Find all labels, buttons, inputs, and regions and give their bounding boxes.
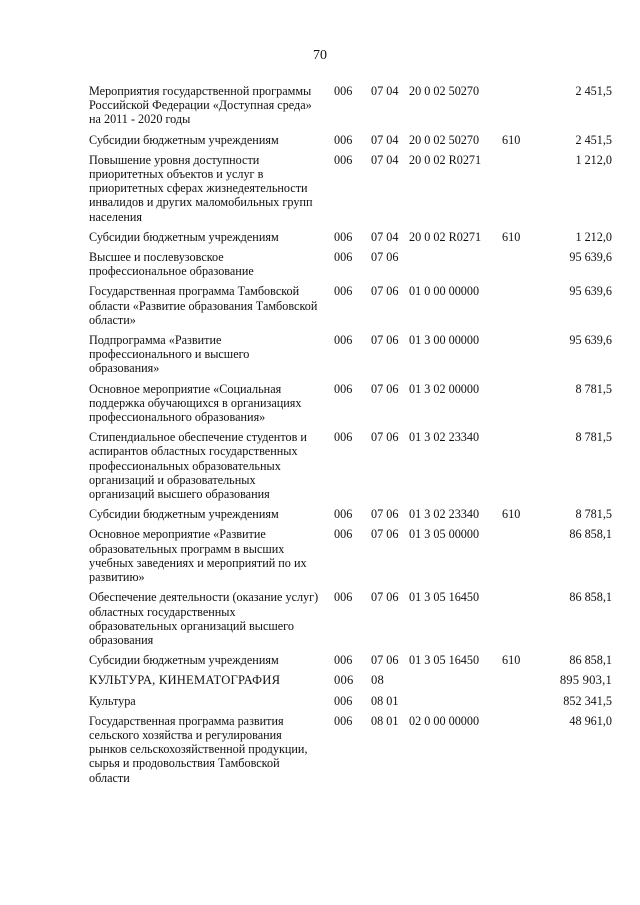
table-row [89,333,612,376]
target-item-code: 20 0 02 R0271 [409,152,482,167]
section-code: 07 04 [371,84,399,98]
section-code: 07 06 [371,333,399,348]
item-name: Субсидии бюджетным учреждениям [89,653,279,668]
table-row [89,714,612,785]
target-item-code: 01 3 00 00000 [409,333,480,348]
section-code: 07 04 [371,132,399,147]
table-row [89,250,612,278]
budget-table [89,84,612,791]
department-code: 006 [334,152,353,167]
table-row [89,673,612,687]
department-code: 006 [334,713,353,728]
section-code: 07 06 [371,527,399,542]
table-row [89,284,612,327]
table-row [89,590,612,647]
target-item-code: 20 0 02 50270 [409,84,480,98]
item-name: Подпрограмма «Развитие профессионального и высшего образования» [89,333,250,376]
table-row [89,230,612,244]
amount: 48 961,0 [569,713,612,728]
item-name: Государственная программа Тамбовской области «Развитие образования Тамбовской области» [89,284,318,327]
target-item-code: 01 3 02 23340 [409,430,480,445]
department-code: 006 [334,527,353,542]
table-row [89,84,612,127]
department-code: 006 [334,590,353,605]
target-item-code: 20 0 02 50270 [409,132,480,147]
amount: 86 858,1 [569,590,612,605]
item-name: Мероприятия государственной программы Российской Федерации «Доступная среда» на 2011 - 2020 годы [89,84,312,127]
section-code: 07 04 [371,229,399,244]
target-item-code: 01 3 05 16450 [409,653,480,668]
page-number: 70 [313,48,327,63]
expense-type-code: 610 [502,132,521,147]
amount: 86 858,1 [569,527,612,542]
item-name: Повышение уровня доступности приоритетных объектов и услуг в приоритетных сферах жизнедеятельности инвалидов и других маломобильных групп населения [89,152,313,224]
section-code: 08 01 [371,713,399,728]
amount: 2 451,5 [575,84,612,98]
expense-type-code: 610 [502,653,521,668]
section-code: 07 06 [371,507,399,522]
expense-type-code: 610 [502,229,521,244]
department-code: 006 [334,507,353,522]
table-row [89,382,612,425]
table-row [89,653,612,667]
item-name: Государственная программа развития сельского хозяйства и регулирования рынков сельскохозяйственной продукции, сырья и продовольствия Тамбовской области [89,713,308,785]
table-row [89,507,612,521]
department-code: 006 [334,132,353,147]
section-code: 08 01 [371,693,399,708]
section-code: 07 04 [371,152,399,167]
section-code: 07 06 [371,430,399,445]
department-code: 006 [334,84,353,98]
amount: 95 639,6 [569,250,612,265]
section-code: 07 06 [371,653,399,668]
amount: 8 781,5 [575,430,612,445]
item-name: Основное мероприятие «Социальная поддержка обучающихся в организациях профессионального образования» [89,381,302,425]
target-item-code: 01 3 02 00000 [409,381,480,396]
target-item-code: 02 0 00 00000 [409,713,480,728]
item-name: Культура [89,693,136,708]
target-item-code: 01 3 02 23340 [409,507,480,522]
section-code: 07 06 [371,590,399,605]
table-row [89,527,612,584]
amount: 2 451,5 [575,132,612,147]
section-code: 07 06 [371,284,399,299]
item-name: Высшее и послевузовское профессиональное образование [89,250,254,279]
department-code: 006 [334,229,353,244]
department-code: 006 [334,333,353,348]
department-code: 006 [334,673,354,688]
amount: 8 781,5 [575,507,612,522]
amount: 8 781,5 [575,381,612,396]
item-name: Обеспечение деятельности (оказание услуг) областных государственных образовательных организаций высшего образования [89,590,319,647]
department-code: 006 [334,381,353,396]
table-row [89,153,612,224]
amount: 95 639,6 [569,284,612,299]
department-code: 006 [334,250,353,265]
amount: 1 212,0 [575,229,612,244]
target-item-code: 01 3 05 16450 [409,590,480,605]
item-name: Субсидии бюджетным учреждениям [89,507,279,522]
item-name: Основное мероприятие «Развитие образовательных программ в высших учебных заведениях и мероприятий по их развитию» [89,527,307,585]
item-name: Субсидии бюджетным учреждениям [89,132,279,147]
department-code: 006 [334,653,353,668]
amount: 1 212,0 [575,152,612,167]
section-code: 08 [371,673,384,688]
section-code: 07 06 [371,381,399,396]
item-name: Стипендиальное обеспечение студентов и аспирантов областных государственных профессиональных образовательных организаций и образовательных организаций высшего образования [89,430,307,502]
department-code: 006 [334,284,353,299]
target-item-code: 01 3 05 00000 [409,527,480,542]
target-item-code: 01 0 00 00000 [409,284,480,299]
table-row [89,133,612,147]
department-code: 006 [334,430,353,445]
section-code: 07 06 [371,250,399,265]
expense-type-code: 610 [502,507,521,522]
target-item-code: 20 0 02 R0271 [409,229,482,244]
amount: 95 639,6 [569,333,612,348]
item-name: КУЛЬТУРА, КИНЕМАТОГРАФИЯ [89,673,281,688]
department-code: 006 [334,693,353,708]
amount: 852 341,5 [563,693,612,708]
table-row [89,694,612,708]
amount: 895 903,1 [559,673,612,688]
table-row [89,430,612,501]
item-name: Субсидии бюджетным учреждениям [89,229,279,244]
amount: 86 858,1 [569,653,612,668]
